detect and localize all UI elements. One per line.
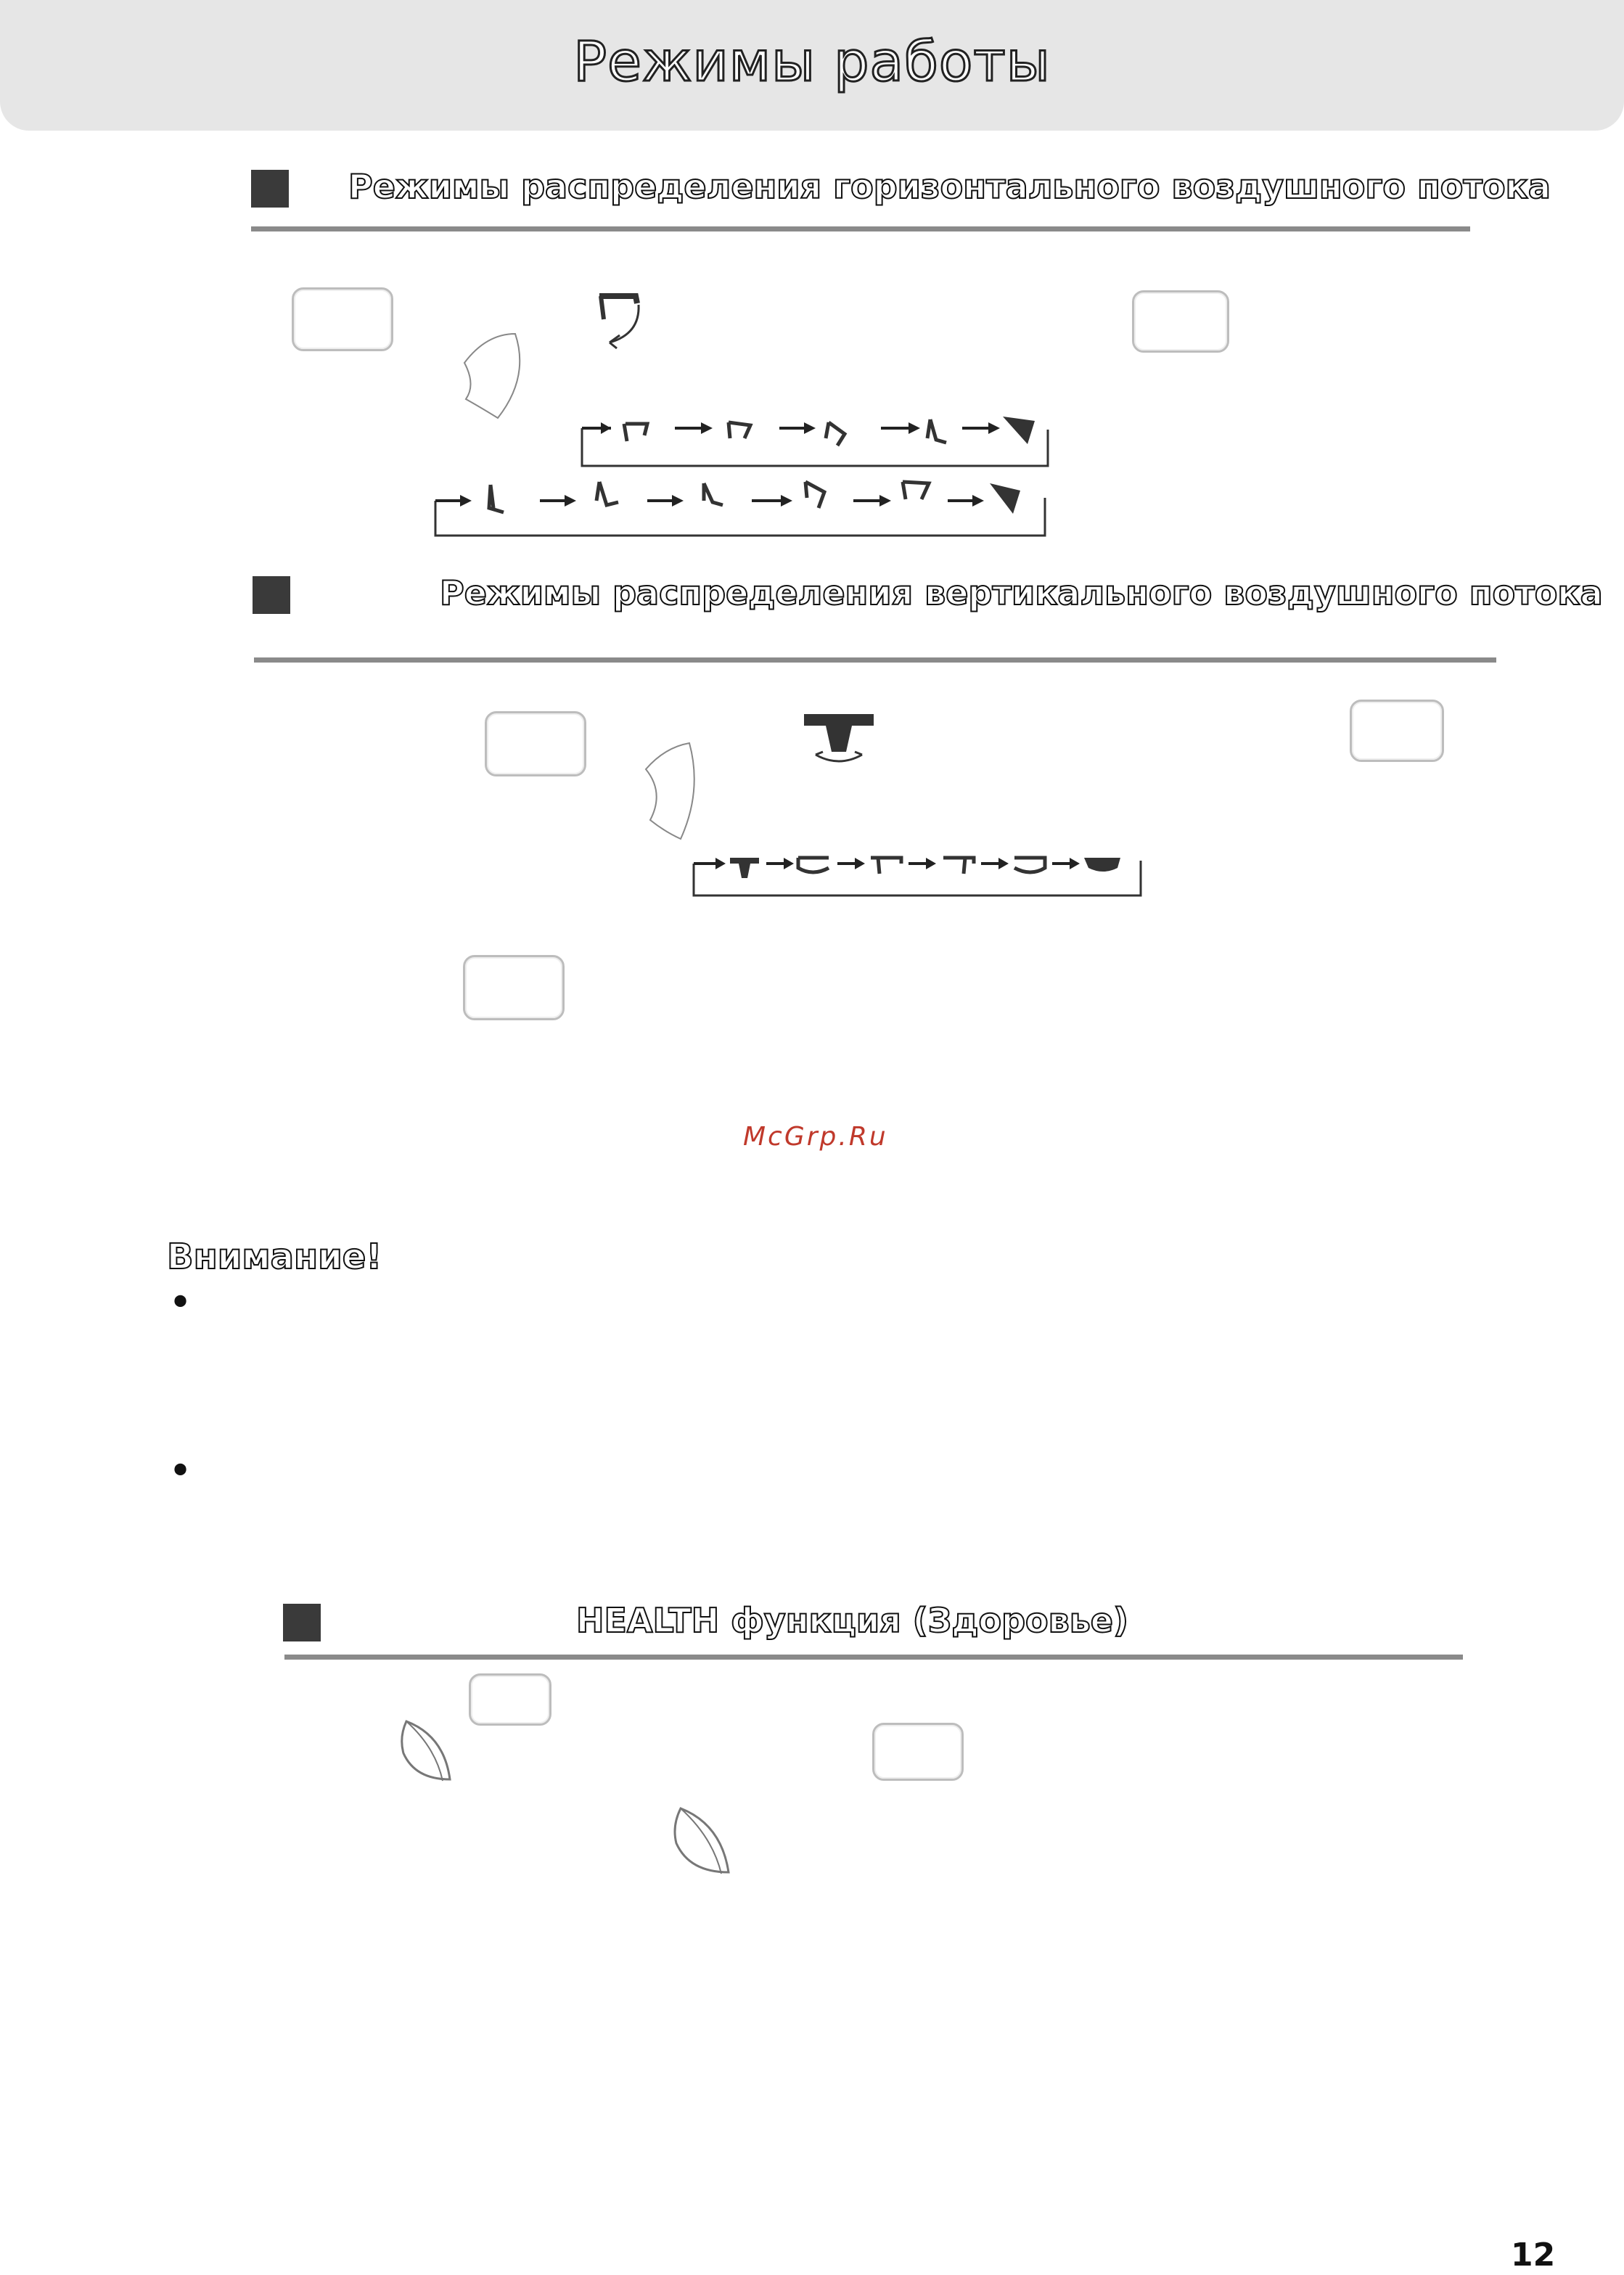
leaf-icon xyxy=(398,1718,456,1785)
watermark: McGrp.Ru xyxy=(743,1122,888,1152)
section-rule-health xyxy=(284,1655,1463,1660)
horizontal-sequence-diagram xyxy=(428,406,1081,544)
vertical-swing-diagram xyxy=(639,711,900,856)
sector-indicator-vertical xyxy=(646,743,694,839)
louver-swing-icon xyxy=(599,296,639,348)
button-outline-standalone xyxy=(463,955,565,1020)
attention-heading: Внимание! xyxy=(167,1237,382,1277)
vertical-louver-icon xyxy=(804,714,874,761)
vertical-sequence-diagram xyxy=(689,842,1154,900)
swing-button-outline-vertical xyxy=(485,711,586,776)
page-number: 12 xyxy=(1511,2237,1556,2274)
remote-button-outline-vertical-right xyxy=(1350,700,1444,762)
page-title: Режимы работы xyxy=(573,29,1051,94)
section-rule-horizontal xyxy=(251,226,1470,231)
attention-bullet-2: • xyxy=(168,1448,193,1495)
section-title-health: HEALTH функция (Здоровье) xyxy=(576,1601,1129,1640)
section-title-horizontal: Режимы распределения горизонтального воздушного потока xyxy=(348,167,1551,206)
section-marker-health xyxy=(283,1604,321,1641)
sector-indicator xyxy=(464,334,520,418)
section-rule-vertical xyxy=(254,657,1496,663)
swing-button-outline-left xyxy=(292,287,393,351)
leaf-icon-2 xyxy=(670,1805,734,1878)
health-button-outline-right xyxy=(872,1723,964,1781)
health-button-outline xyxy=(469,1673,551,1726)
attention-bullet-1: • xyxy=(168,1279,193,1327)
section-marker-vertical xyxy=(253,576,290,614)
section-title-vertical: Режимы распределения вертикального воздушного потока xyxy=(440,573,1603,612)
remote-button-outline-right xyxy=(1132,290,1229,353)
section-marker-horizontal xyxy=(251,170,289,208)
